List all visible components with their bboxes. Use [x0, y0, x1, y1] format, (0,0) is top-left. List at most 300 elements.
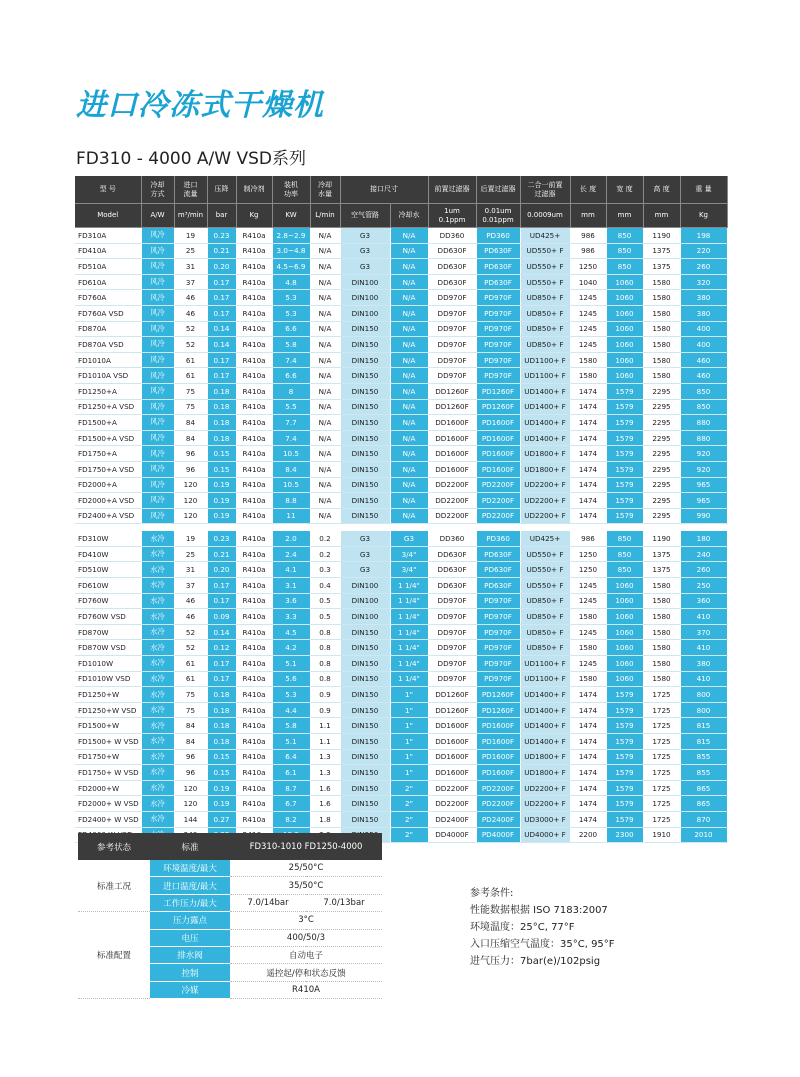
- table-cell: 460: [680, 352, 727, 368]
- table-cell: PD630F: [476, 562, 520, 578]
- table-cell: R410a: [236, 765, 272, 781]
- table-cell: FD510A: [75, 259, 141, 275]
- table-cell: DIN100: [340, 593, 390, 609]
- column-header: 长 度: [570, 176, 606, 204]
- table-cell: DD970F: [428, 640, 476, 656]
- table-cell: 1245: [570, 305, 606, 321]
- table-cell: 880: [680, 430, 727, 446]
- table-cell: PD1600F: [476, 749, 520, 765]
- table-row: [75, 780, 727, 796]
- table-cell: 1 1/4": [390, 656, 428, 672]
- table-cell: UD4000+ F: [520, 827, 570, 843]
- table-cell: 风冷: [141, 305, 174, 321]
- table-cell: 260: [680, 259, 727, 275]
- table-cell: DIN100: [340, 578, 390, 594]
- table-cell: PD360: [476, 531, 520, 546]
- table-cell: N/A: [390, 461, 428, 477]
- table-cell: 1 1/4": [390, 593, 428, 609]
- table-cell: 6.6: [272, 368, 310, 384]
- column-unit: Model: [75, 204, 141, 228]
- table-cell: 0.17: [207, 305, 236, 321]
- table-cell: DIN150: [340, 337, 390, 353]
- table-cell: DD970F: [428, 337, 476, 353]
- table-cell: FD870W VSD: [75, 640, 141, 656]
- table-cell: 1579: [606, 718, 643, 734]
- table-cell: 1.1: [310, 718, 340, 734]
- table-cell: 1725: [643, 749, 680, 765]
- table-cell: 815: [680, 734, 727, 750]
- table-cell: 0.18: [207, 430, 236, 446]
- std-value: 自动电子: [230, 946, 382, 963]
- table-cell: FD2400+ W VSD: [75, 811, 141, 827]
- table-cell: DIN150: [340, 796, 390, 812]
- table-cell: 990: [680, 508, 727, 524]
- table-cell: 2295: [643, 446, 680, 462]
- table-cell: R410a: [236, 796, 272, 812]
- table-cell: 5.8: [272, 337, 310, 353]
- table-cell: 4.8: [272, 274, 310, 290]
- table-cell: FD760W: [75, 593, 141, 609]
- table-cell: DD1600F: [428, 749, 476, 765]
- table-cell: R410a: [236, 578, 272, 594]
- table-row: [75, 546, 727, 562]
- table-cell: 0.09: [207, 609, 236, 625]
- table-cell: 120: [174, 508, 207, 524]
- table-cell: FD310W: [75, 531, 141, 546]
- table-cell: 180: [680, 531, 727, 546]
- table-cell: N/A: [390, 477, 428, 493]
- table-cell: 风冷: [141, 461, 174, 477]
- table-cell: 0.19: [207, 780, 236, 796]
- table-cell: 850: [680, 399, 727, 415]
- table-cell: 986: [570, 243, 606, 259]
- table-cell: UD850+ F: [520, 290, 570, 306]
- table-cell: FD870W: [75, 624, 141, 640]
- table-cell: 1375: [643, 562, 680, 578]
- table-cell: UD850+ F: [520, 624, 570, 640]
- table-cell: FD1010W VSD: [75, 671, 141, 687]
- table-cell: 0.17: [207, 368, 236, 384]
- table-cell: 1579: [606, 446, 643, 462]
- table-cell: 865: [680, 796, 727, 812]
- table-cell: 1060: [606, 624, 643, 640]
- table-cell: DD970F: [428, 352, 476, 368]
- table-cell: DIN150: [340, 477, 390, 493]
- table-cell: R410a: [236, 687, 272, 703]
- table-cell: 2.8~2.9: [272, 228, 310, 244]
- table-cell: 1725: [643, 796, 680, 812]
- table-cell: DIN150: [340, 352, 390, 368]
- table-cell: 5.3: [272, 687, 310, 703]
- table-cell: 0.19: [207, 796, 236, 812]
- column-header: 接口尺寸: [340, 176, 428, 204]
- table-cell: R410a: [236, 593, 272, 609]
- table-cell: 1579: [606, 765, 643, 781]
- table-cell: FD1500+A: [75, 415, 141, 431]
- table-cell: 1.8: [310, 811, 340, 827]
- table-cell: DIN150: [340, 671, 390, 687]
- table-cell: 46: [174, 593, 207, 609]
- table-cell: 1580: [643, 321, 680, 337]
- table-cell: 风冷: [141, 508, 174, 524]
- table-cell: PD360: [476, 228, 520, 244]
- table-cell: 120: [174, 477, 207, 493]
- table-cell: G3: [390, 531, 428, 546]
- table-cell: N/A: [390, 508, 428, 524]
- std-value: 400/50/3: [230, 929, 382, 946]
- table-cell: DD2200F: [428, 493, 476, 509]
- table-cell: PD970F: [476, 305, 520, 321]
- table-cell: 11: [272, 508, 310, 524]
- table-cell: 0.19: [207, 477, 236, 493]
- table-cell: 1580: [643, 593, 680, 609]
- table-cell: UD1100+ F: [520, 656, 570, 672]
- table-cell: 2010: [680, 827, 727, 843]
- table-cell: R410a: [236, 734, 272, 750]
- table-cell: UD550+ F: [520, 243, 570, 259]
- table-cell: 61: [174, 368, 207, 384]
- table-cell: 1579: [606, 430, 643, 446]
- table-cell: DIN150: [340, 446, 390, 462]
- table-cell: UD850+ F: [520, 609, 570, 625]
- table-cell: 1579: [606, 493, 643, 509]
- table-cell: DD2200F: [428, 508, 476, 524]
- reference-line: 进气压力：7bar(e)/102psig: [470, 956, 601, 967]
- table-row: [75, 687, 727, 703]
- table-cell: 1580: [643, 337, 680, 353]
- table-cell: FD1500+A VSD: [75, 430, 141, 446]
- std-key: 压力露点: [150, 912, 230, 929]
- table-cell: FD1010W: [75, 656, 141, 672]
- table-cell: 1725: [643, 734, 680, 750]
- table-cell: DD970F: [428, 290, 476, 306]
- table-cell: 0.18: [207, 383, 236, 399]
- table-cell: 水冷: [141, 562, 174, 578]
- table-row: [75, 368, 727, 384]
- table-cell: PD1600F: [476, 765, 520, 781]
- table-cell: 0.18: [207, 702, 236, 718]
- table-cell: 1060: [606, 368, 643, 384]
- table-cell: 8.2: [272, 811, 310, 827]
- table-cell: N/A: [310, 493, 340, 509]
- table-cell: 1580: [643, 290, 680, 306]
- table-row: [75, 671, 727, 687]
- table-cell: 0.8: [310, 624, 340, 640]
- table-cell: 1725: [643, 702, 680, 718]
- table-cell: N/A: [310, 383, 340, 399]
- table-cell: 1725: [643, 811, 680, 827]
- column-unit: m³/min: [174, 204, 207, 228]
- table-cell: N/A: [390, 446, 428, 462]
- table-cell: 1579: [606, 687, 643, 703]
- table-cell: 1375: [643, 243, 680, 259]
- table-cell: 1580: [643, 609, 680, 625]
- table-cell: 1579: [606, 383, 643, 399]
- table-cell: 19: [174, 228, 207, 244]
- table-cell: 1579: [606, 749, 643, 765]
- table-cell: 965: [680, 477, 727, 493]
- table-cell: 360: [680, 593, 727, 609]
- table-cell: UD1800+ F: [520, 446, 570, 462]
- table-cell: DD2200F: [428, 477, 476, 493]
- table-cell: R410a: [236, 461, 272, 477]
- table-cell: 2295: [643, 493, 680, 509]
- table-cell: FD2000+A: [75, 477, 141, 493]
- table-cell: 400: [680, 337, 727, 353]
- table-row: [75, 734, 727, 750]
- table-cell: 1474: [570, 734, 606, 750]
- table-cell: 2": [390, 827, 428, 843]
- table-cell: 1245: [570, 337, 606, 353]
- table-cell: N/A: [390, 305, 428, 321]
- table-cell: 6.1: [272, 765, 310, 781]
- table-cell: 0.15: [207, 749, 236, 765]
- table-cell: N/A: [390, 415, 428, 431]
- table-cell: 水冷: [141, 671, 174, 687]
- table-cell: 52: [174, 337, 207, 353]
- table-cell: FD410A: [75, 243, 141, 259]
- table-cell: 37: [174, 578, 207, 594]
- table-cell: DD970F: [428, 305, 476, 321]
- table-cell: 1245: [570, 656, 606, 672]
- table-cell: 2295: [643, 430, 680, 446]
- table-row: [75, 430, 727, 446]
- table-cell: PD2200F: [476, 796, 520, 812]
- table-cell: DIN150: [340, 687, 390, 703]
- table-cell: 风冷: [141, 259, 174, 275]
- table-cell: DD630F: [428, 259, 476, 275]
- table-cell: R410a: [236, 305, 272, 321]
- table-cell: DD360: [428, 228, 476, 244]
- table-cell: 1580: [570, 352, 606, 368]
- table-cell: 0.18: [207, 687, 236, 703]
- table-cell: 水冷: [141, 578, 174, 594]
- table-cell: N/A: [390, 399, 428, 415]
- column-unit: bar: [207, 204, 236, 228]
- table-cell: 3.3: [272, 609, 310, 625]
- table-cell: 1060: [606, 305, 643, 321]
- std-key: 环境温度/最大: [150, 860, 230, 877]
- table-cell: 0.20: [207, 562, 236, 578]
- table-cell: 0.19: [207, 493, 236, 509]
- table-cell: 3.0~4.8: [272, 243, 310, 259]
- std-key: 工作压力/最大: [150, 894, 230, 911]
- table-cell: 986: [570, 531, 606, 546]
- table-cell: DIN150: [340, 718, 390, 734]
- table-cell: PD1600F: [476, 734, 520, 750]
- table-cell: 4.5: [272, 624, 310, 640]
- table-cell: 46: [174, 290, 207, 306]
- column-unit: L/min: [310, 204, 340, 228]
- table-row: [75, 477, 727, 493]
- table-cell: UD3000+ F: [520, 811, 570, 827]
- table-cell: N/A: [390, 352, 428, 368]
- table-cell: 2295: [643, 415, 680, 431]
- table-cell: 0.18: [207, 415, 236, 431]
- table-cell: G3: [340, 562, 390, 578]
- table-cell: 1 1/4": [390, 624, 428, 640]
- table-cell: PD970F: [476, 352, 520, 368]
- table-cell: 1725: [643, 687, 680, 703]
- table-cell: DIN150: [340, 811, 390, 827]
- table-cell: DIN150: [340, 702, 390, 718]
- table-cell: 0.9: [310, 702, 340, 718]
- table-cell: G3: [340, 546, 390, 562]
- table-cell: 1474: [570, 493, 606, 509]
- table-cell: 风冷: [141, 430, 174, 446]
- table-cell: FD310A: [75, 228, 141, 244]
- table-row: [75, 461, 727, 477]
- table-cell: 1190: [643, 531, 680, 546]
- table-cell: 0.17: [207, 578, 236, 594]
- table-cell: 水冷: [141, 734, 174, 750]
- table-row: [75, 811, 727, 827]
- table-cell: 水冷: [141, 780, 174, 796]
- table-cell: FD1250+W VSD: [75, 702, 141, 718]
- table-cell: 3/4": [390, 546, 428, 562]
- table-cell: 0.18: [207, 718, 236, 734]
- table-cell: UD1400+ F: [520, 383, 570, 399]
- table-cell: 3/4": [390, 562, 428, 578]
- table-cell: 风冷: [141, 337, 174, 353]
- table-cell: R410a: [236, 508, 272, 524]
- table-cell: UD1400+ F: [520, 399, 570, 415]
- column-header: 宽 度: [606, 176, 643, 204]
- table-cell: 850: [606, 243, 643, 259]
- table-cell: UD850+ F: [520, 337, 570, 353]
- table-cell: 1580: [643, 640, 680, 656]
- table-cell: 1250: [570, 259, 606, 275]
- table-cell: 250: [680, 578, 727, 594]
- table-cell: 1725: [643, 765, 680, 781]
- table-cell: PD630F: [476, 259, 520, 275]
- table-cell: 5.3: [272, 290, 310, 306]
- table-row: [75, 702, 727, 718]
- table-cell: 7.4: [272, 352, 310, 368]
- table-cell: DD360: [428, 531, 476, 546]
- std-head-std: 标准: [150, 833, 230, 860]
- table-cell: PD970F: [476, 671, 520, 687]
- table-cell: 8.7: [272, 780, 310, 796]
- table-cell: R410a: [236, 640, 272, 656]
- table-cell: 1": [390, 702, 428, 718]
- table-cell: UD2200+ F: [520, 508, 570, 524]
- table-cell: 84: [174, 734, 207, 750]
- table-cell: R410a: [236, 609, 272, 625]
- table-cell: 120: [174, 780, 207, 796]
- table-row: [75, 383, 727, 399]
- table-cell: DD1260F: [428, 399, 476, 415]
- table-cell: FD2400+A VSD: [75, 508, 141, 524]
- table-cell: 220: [680, 243, 727, 259]
- table-cell: N/A: [310, 305, 340, 321]
- table-cell: PD970F: [476, 337, 520, 353]
- table-cell: FD1250+A: [75, 383, 141, 399]
- table-cell: DD1600F: [428, 446, 476, 462]
- table-cell: FD2000+A VSD: [75, 493, 141, 509]
- table-cell: N/A: [390, 321, 428, 337]
- column-header: 制冷剂: [236, 176, 272, 204]
- table-cell: DD630F: [428, 243, 476, 259]
- table-cell: N/A: [310, 352, 340, 368]
- table-cell: 1474: [570, 383, 606, 399]
- table-row: [75, 765, 727, 781]
- table-cell: 1474: [570, 461, 606, 477]
- table-cell: DIN150: [340, 415, 390, 431]
- page-subtitle: FD310 - 4000 A/W VSD系列: [76, 149, 307, 169]
- table-row: [75, 446, 727, 462]
- table-gap: [75, 524, 727, 532]
- table-cell: 1": [390, 718, 428, 734]
- table-row: [75, 718, 727, 734]
- table-cell: DIN100: [340, 305, 390, 321]
- table-cell: 2200: [570, 827, 606, 843]
- table-cell: DD2200F: [428, 796, 476, 812]
- table-cell: 1 1/4": [390, 578, 428, 594]
- table-row: [75, 290, 727, 306]
- column-header: 高 度: [643, 176, 680, 204]
- std-group-config: 标准配置: [78, 912, 150, 999]
- table-cell: 1060: [606, 337, 643, 353]
- table-cell: 31: [174, 562, 207, 578]
- table-cell: FD2000+W: [75, 780, 141, 796]
- table-cell: N/A: [310, 321, 340, 337]
- table-cell: 19: [174, 531, 207, 546]
- table-cell: UD425+: [520, 531, 570, 546]
- table-cell: 0.8: [310, 671, 340, 687]
- table-cell: 1579: [606, 415, 643, 431]
- std-value: 25/50°C: [230, 860, 382, 877]
- table-cell: FD1750+A: [75, 446, 141, 462]
- table-cell: 水冷: [141, 811, 174, 827]
- table-cell: UD2200+ F: [520, 796, 570, 812]
- reference-title: 参考条件:: [470, 888, 514, 899]
- table-cell: 1474: [570, 508, 606, 524]
- table-cell: 920: [680, 446, 727, 462]
- table-cell: UD1400+ F: [520, 687, 570, 703]
- table-cell: R410a: [236, 243, 272, 259]
- table-row: [75, 508, 727, 524]
- table-cell: 水冷: [141, 640, 174, 656]
- table-header-row-cn: [75, 176, 727, 204]
- table-cell: DIN150: [340, 383, 390, 399]
- table-cell: DD2400F: [428, 811, 476, 827]
- table-cell: 84: [174, 718, 207, 734]
- table-cell: DD1600F: [428, 430, 476, 446]
- table-cell: 84: [174, 415, 207, 431]
- table-cell: 1060: [606, 290, 643, 306]
- reference-line: 环境温度：25°C, 77°F: [470, 922, 575, 933]
- reference-conditions: [470, 885, 615, 970]
- table-cell: R410a: [236, 702, 272, 718]
- table-cell: 850: [606, 259, 643, 275]
- table-cell: 1474: [570, 780, 606, 796]
- table-cell: N/A: [390, 243, 428, 259]
- table-cell: 1.6: [310, 780, 340, 796]
- table-cell: FD870A VSD: [75, 337, 141, 353]
- table-cell: G3: [340, 228, 390, 244]
- table-cell: 风冷: [141, 274, 174, 290]
- table-cell: 850: [680, 383, 727, 399]
- table-cell: 1060: [606, 352, 643, 368]
- table-cell: 3.1: [272, 578, 310, 594]
- table-cell: 10.5: [272, 446, 310, 462]
- table-cell: 5.1: [272, 656, 310, 672]
- table-cell: 0.15: [207, 446, 236, 462]
- column-header: 重 量: [680, 176, 727, 204]
- table-cell: FD610W: [75, 578, 141, 594]
- spec-table: [75, 176, 728, 843]
